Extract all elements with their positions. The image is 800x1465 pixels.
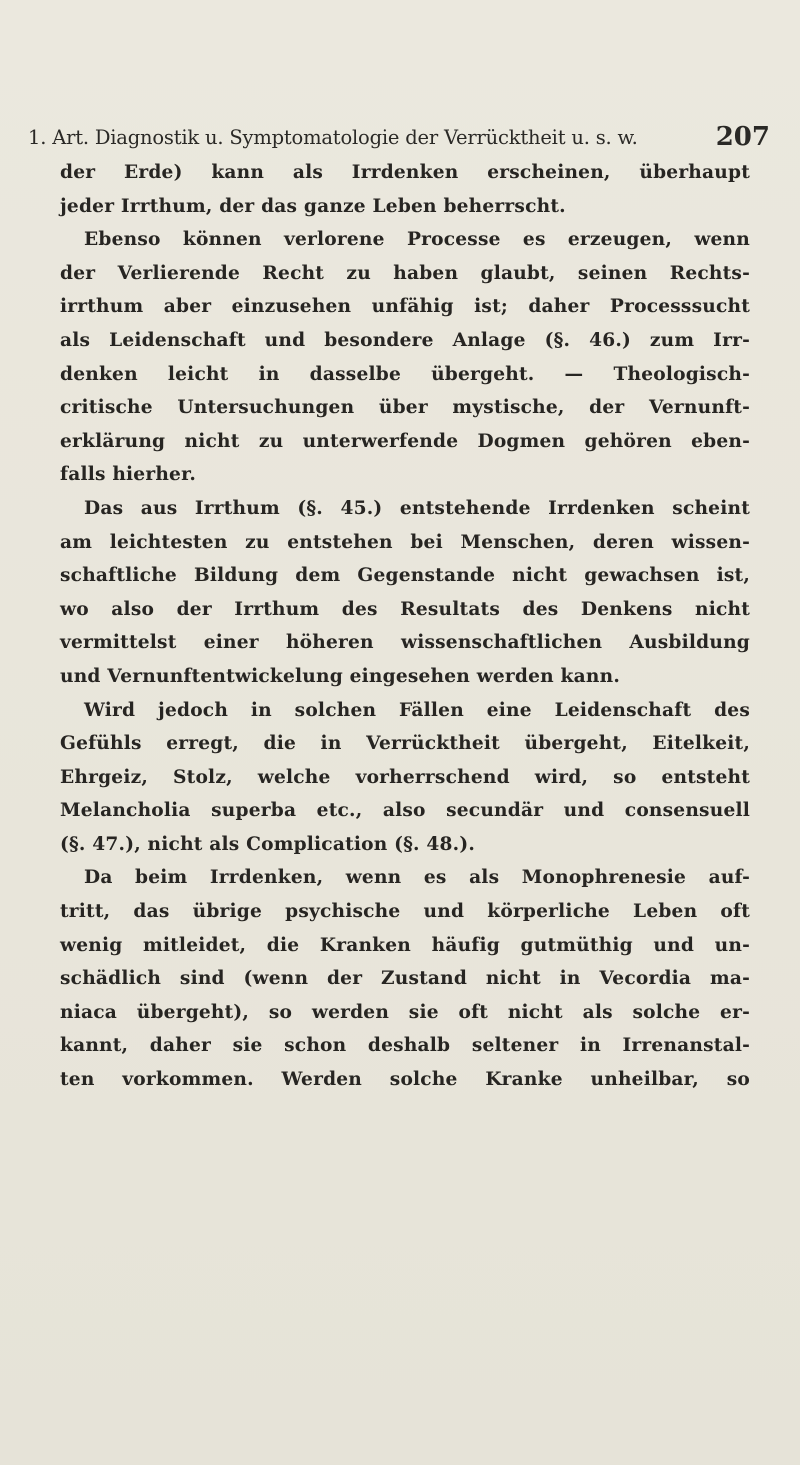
text-line: Melancholia superba etc., also secundär und consensuell <box>60 800 750 822</box>
text-line: niaca übergeht), so werden sie oft nicht als solche er- <box>60 1001 750 1023</box>
text-line: der Erde) kann als Irrdenken erscheinen, überhaupt <box>60 162 750 183</box>
text-line: Ebenso können verlorene Processe es erzeugen, wenn <box>84 229 750 251</box>
text-line: vermittelst einer höheren wissenschaftlichen Ausbildung <box>60 632 750 654</box>
text-line: Wird jedoch in solchen Fällen eine Leidenschaft des <box>84 699 750 721</box>
text-line: schaftliche Bildung dem Gegenstande nicht gewachsen ist, <box>60 565 750 587</box>
text-line: denken leicht in dasselbe übergeht. — Theologisch- <box>60 363 750 385</box>
text-line: Ehrgeiz, Stolz, welche vorherrschend wird, so entsteht <box>60 766 750 788</box>
text-line: falls hierher. <box>60 464 197 486</box>
page-number: 207 <box>715 122 770 152</box>
text-line: und Vernunftentwickelung eingesehen werden kann. <box>60 665 620 687</box>
text-line: der Verlierende Recht zu haben glaubt, seinen Rechts- <box>60 262 750 284</box>
text-line: jeder Irrthum, der das ganze Leben beherrscht. <box>60 195 566 217</box>
text-line: irrthum aber einzusehen unfähig ist; daher Processsucht <box>60 296 750 318</box>
body-text <box>60 156 750 1097</box>
text-line: (§. 47.), nicht als Complication (§. 48.). <box>60 833 476 855</box>
text-line: Gefühls erregt, die in Verrücktheit übergeht, Eitelkeit, <box>60 733 750 755</box>
text-line: wenig mitleidet, die Kranken häufig gutmüthig und un- <box>60 934 750 956</box>
running-head-title: 1. Art. Diagnostik u. Symptomatologie der Verrücktheit u. s. w. <box>28 126 638 149</box>
text-line: ten vorkommen. Werden solche Kranke unheilbar, so <box>60 1069 750 1091</box>
running-head <box>28 122 770 152</box>
text-line: als Leidenschaft und besondere Anlage (§. 46.) zum Irr- <box>60 329 750 351</box>
text-line: kannt, daher sie schon deshalb seltener in Irrenanstal- <box>60 1035 750 1057</box>
text-line: Das aus Irrthum (§. 45.) entstehende Irrdenken scheint <box>84 497 750 519</box>
text-line: tritt, das übrige psychische und körperliche Leben oft <box>60 901 750 923</box>
text-line: critische Untersuchungen über mystische, der Vernunft- <box>60 397 750 419</box>
text-line: wo also der Irrthum des Resultats des Denkens nicht <box>60 598 750 620</box>
text-line: erklärung nicht zu unterwerfende Dogmen gehören eben- <box>60 430 750 452</box>
text-line: schädlich sind (wenn der Zustand nicht in Vecordia ma- <box>60 968 750 990</box>
text-line: am leichtesten zu entstehen bei Menschen, deren wissen- <box>60 531 750 553</box>
text-line: Da beim Irrdenken, wenn es als Monophrenesie auf- <box>84 867 750 889</box>
